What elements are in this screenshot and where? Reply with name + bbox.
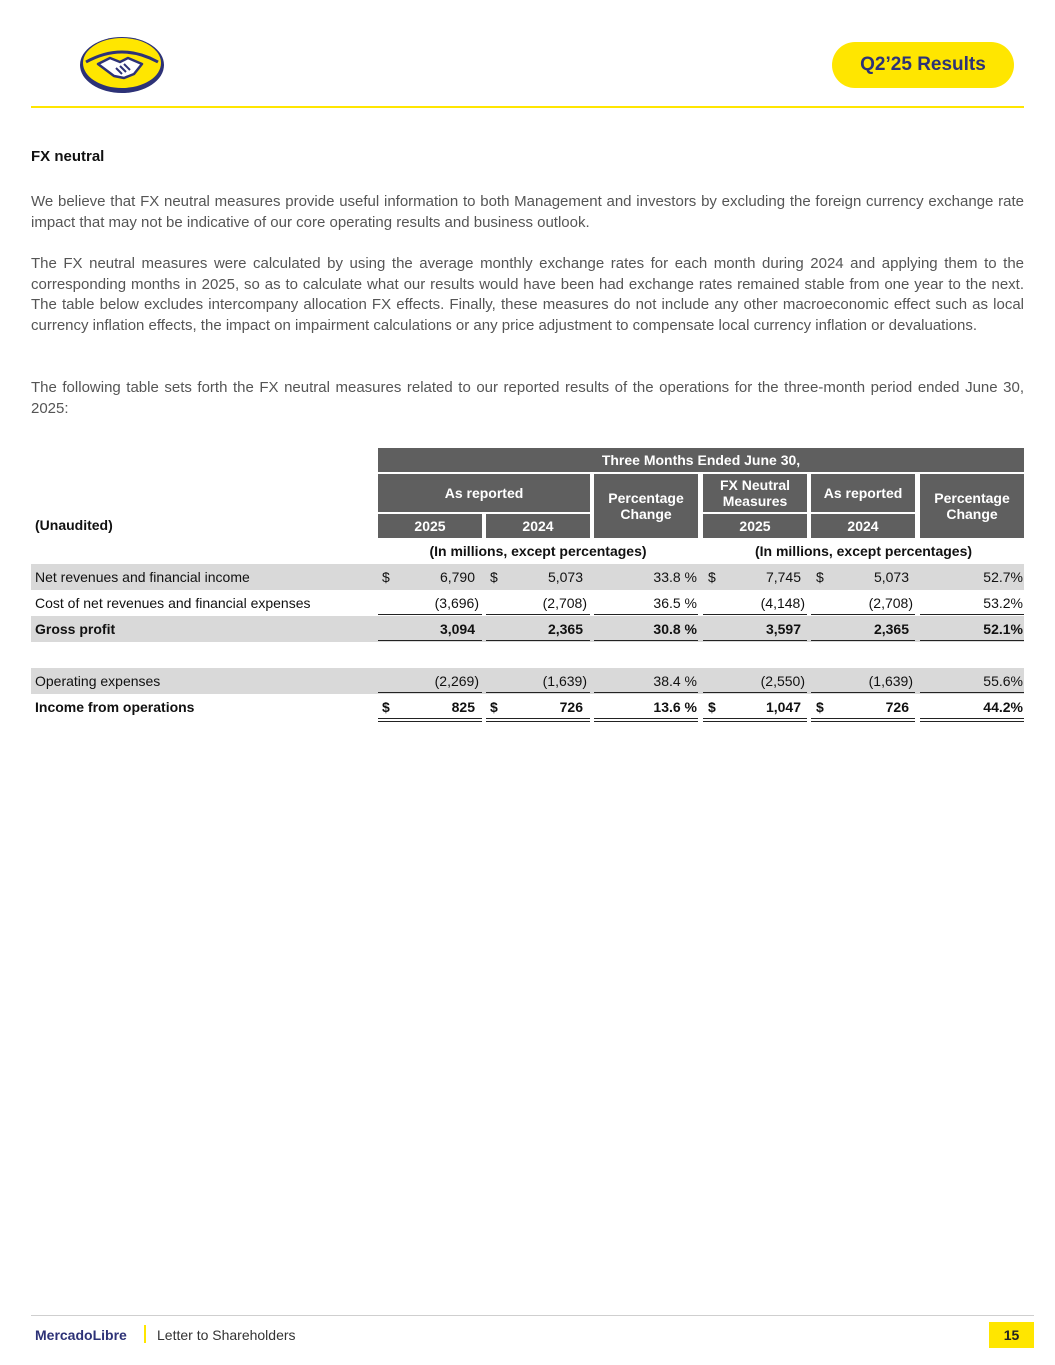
table-cell: 52.1% [983,621,1023,637]
double-underline [594,718,698,722]
underline [920,614,1024,615]
fx-neutral-header: FX Neutral Measures [703,474,807,512]
underline [486,640,590,641]
double-underline [378,718,482,722]
table-row-label: Cost of net revenues and financial expenses [35,595,311,611]
handshake-logo-icon [78,34,166,94]
units-label-left: (In millions, except percentages) [429,543,647,559]
table-cell: (2,269) [434,673,479,689]
currency-symbol: $ [816,699,824,715]
table-cell: 55.6% [983,673,1023,689]
table-cell: (1,639) [868,673,913,689]
underline [920,692,1024,693]
table-cell: 726 [559,699,583,715]
table-cell: 38.4 % [653,673,697,689]
paragraph-method: The FX neutral measures were calculated by using the average monthly exchange rates for each month during 2024 and applying them to the corresponding months in 2025, so as to calculate what our results would have been had exchange rates remained stable from one year to the next. The table below excludes intercompany allocation FX effects. Finally, these measures do not include any other macroeconomic effect such as local currency inflation effects, the impact on impairment calculations or any price adjustment to compensate local currency inflation or devaluations. [31,255,1024,335]
table-cell: 30.8 % [653,621,697,637]
table-row-label: Net revenues and financial income [35,569,250,585]
table-cell: 36.5 % [653,595,697,611]
pct-change-header-1: Percentage Change [594,474,698,538]
table-cell: 6,790 [439,569,475,585]
paragraph-table-intro: The following table sets forth the FX neutral measures related to our reported results of the operations for the three-month period ended June 30, 2025: [31,379,1024,417]
table-cell: 5,073 [547,569,583,585]
table-cell: (4,148) [760,595,805,611]
pct-change-header-2: Percentage Change [920,474,1024,538]
double-underline [811,718,915,722]
double-underline [486,718,590,722]
table-cell: 53.2% [983,595,1023,611]
footer-brand: MercadoLibre [35,1327,127,1343]
as-reported-header-2: As reported [811,474,915,512]
currency-symbol: $ [490,699,498,715]
currency-symbol: $ [490,569,498,585]
header-divider [31,106,1024,108]
page-number: 15 [989,1322,1034,1348]
table-cell: 3,597 [765,621,801,637]
underline [378,692,482,693]
underline [378,614,482,615]
paragraph-intro: We believe that FX neutral measures provide useful information to both Management and investors by excluding the foreign currency exchange rate impact that may not be indicative of our core operating results and business outlook. [31,193,1024,231]
year-header: 2025 [378,514,482,538]
year-header: 2024 [811,514,915,538]
underline [703,614,807,615]
double-underline [703,718,807,722]
footer-divider [31,1315,1034,1316]
currency-symbol: $ [708,699,716,715]
table-cell: (2,708) [868,595,913,611]
table-row-label: Gross profit [35,621,116,637]
table-cell: 33.8 % [653,569,697,585]
table-cell: (2,708) [542,595,587,611]
underline [811,640,915,641]
footer-separator [144,1325,146,1343]
double-underline [920,718,1024,722]
table-cell: 726 [885,699,909,715]
table-cell: (2,550) [760,673,805,689]
underline [594,640,698,641]
underline [378,640,482,641]
table-row-label: Income from operations [35,699,195,715]
currency-symbol: $ [382,699,390,715]
footer-text: Letter to Shareholders [157,1327,296,1343]
underline [703,640,807,641]
underline [920,640,1024,641]
underline [594,692,698,693]
table-cell: 825 [451,699,475,715]
currency-symbol: $ [382,569,390,585]
underline [486,692,590,693]
underline [594,614,698,615]
table-cell: 13.6 % [653,699,697,715]
period-header: Three Months Ended June 30, [378,448,1024,472]
table-cell: 1,047 [765,699,801,715]
table-cell: (3,696) [434,595,479,611]
as-reported-header-1: As reported [378,474,590,512]
underline [703,692,807,693]
table-cell: 2,365 [547,621,583,637]
table-cell: 2,365 [873,621,909,637]
units-label-right: (In millions, except percentages) [754,543,973,559]
table-cell: 3,094 [439,621,475,637]
table-cell: 52.7% [983,569,1023,585]
currency-symbol: $ [816,569,824,585]
unaudited-label: (Unaudited) [35,517,113,533]
table-cell: 44.2% [983,699,1023,715]
year-header: 2025 [703,514,807,538]
underline [811,614,915,615]
table-cell: (1,639) [542,673,587,689]
table-row-label: Operating expenses [35,673,161,689]
year-header: 2024 [486,514,590,538]
table-cell: 7,745 [765,569,801,585]
underline [811,692,915,693]
report-period-badge: Q2’25 Results [832,42,1014,88]
table-cell: 5,073 [873,569,909,585]
currency-symbol: $ [708,569,716,585]
underline [486,614,590,615]
section-title: FX neutral [31,148,105,165]
